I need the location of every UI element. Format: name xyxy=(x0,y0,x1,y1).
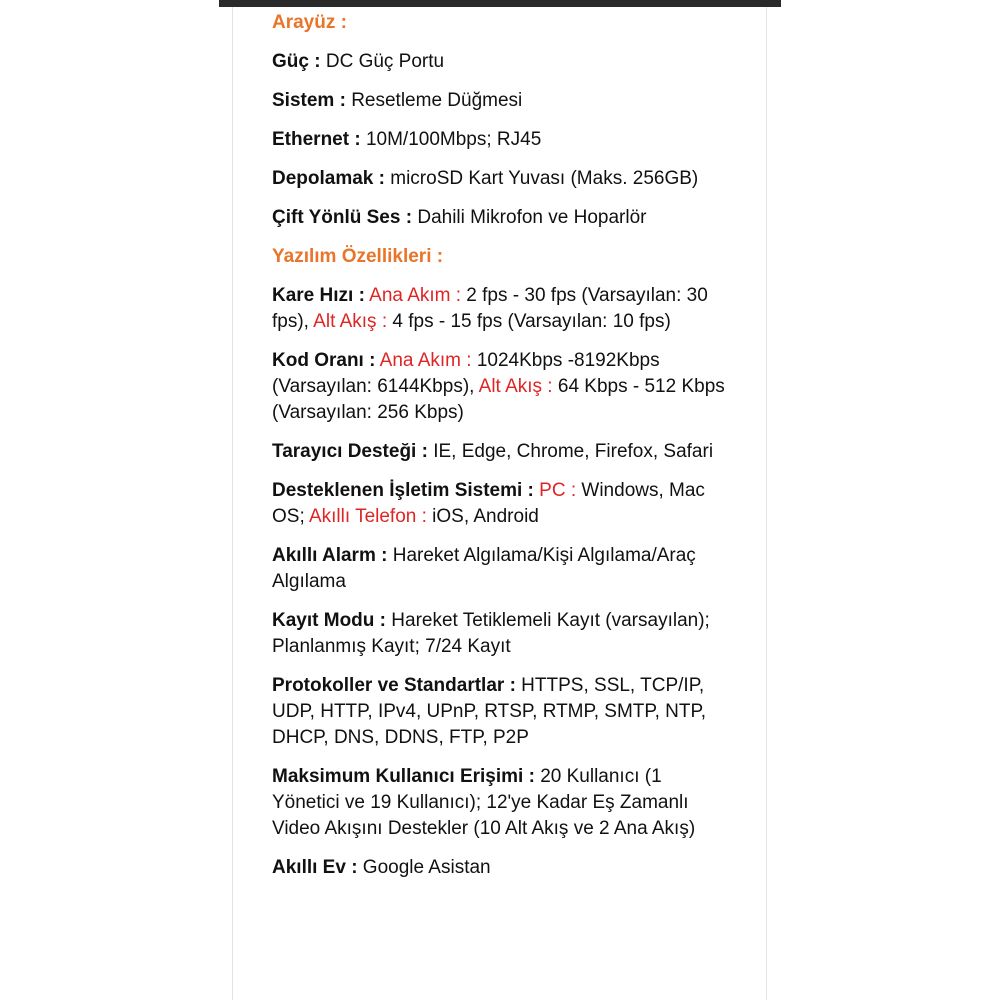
spec-key: Maksimum Kullanıcı Erişimi : xyxy=(272,766,535,787)
spec-row-alarm xyxy=(272,543,732,595)
spec-value: 64 Kbps - 512 Kbps (Varsayılan: 256 Kbps) xyxy=(272,376,725,423)
spec-value: 1024Kbps -8192Kbps (Varsayılan: 6144Kbps), xyxy=(272,350,660,397)
pc-label: PC : xyxy=(533,480,577,501)
interface-heading: Arayüz : xyxy=(272,12,347,33)
main-stream-label: Ana Akım : xyxy=(375,350,472,371)
spec-key: Güç : xyxy=(272,51,321,72)
spec-row-protocols xyxy=(272,673,732,751)
spec-value: 10M/100Mbps; RJ45 xyxy=(360,129,542,150)
spec-value: Hareket Tetiklemeli Kayıt (varsayılan); Planlanmış Kayıt; 7/24 Kayıt xyxy=(272,610,710,657)
spec-key: Kayıt Modu : xyxy=(272,610,386,631)
top-bar xyxy=(219,0,781,7)
spec-value: Google Asistan xyxy=(357,857,491,878)
spec-key: Protokoller ve Standartlar : xyxy=(272,675,516,696)
software-heading: Yazılım Özellikleri : xyxy=(272,246,444,267)
spec-row-smart-home xyxy=(272,855,732,881)
spec-key: Akıllı Ev : xyxy=(272,857,358,878)
sub-stream-label: Alt Akış : xyxy=(308,311,388,332)
spec-key: Ethernet : xyxy=(272,129,361,150)
spec-list xyxy=(272,10,732,894)
spec-row-storage xyxy=(272,166,732,192)
spec-row-os xyxy=(272,478,732,530)
spec-key: Tarayıcı Desteği : xyxy=(272,441,428,462)
spec-value: IE, Edge, Chrome, Firefox, Safari xyxy=(427,441,714,462)
spec-value: 4 fps - 15 fps (Varsayılan: 10 fps) xyxy=(387,311,671,332)
spec-value: 2 fps - 30 fps (Varsayılan: 30 fps), xyxy=(272,285,708,332)
sub-stream-label: Alt Akış : xyxy=(474,376,553,397)
spec-row-bit-rate xyxy=(272,348,732,426)
spec-key: Desteklenen İşletim Sistemi : xyxy=(272,480,534,501)
spec-key: Kare Hızı : xyxy=(272,285,365,306)
spec-row-record-mode xyxy=(272,608,732,660)
spec-key: Akıllı Alarm : xyxy=(272,545,388,566)
spec-key: Kod Oranı : xyxy=(272,350,376,371)
spec-row-browser xyxy=(272,439,732,465)
spec-value: Hareket Algılama/Kişi Algılama/Araç Algılama xyxy=(272,545,696,592)
spec-row-system xyxy=(272,88,732,114)
spec-value: HTTPS, SSL, TCP/IP, UDP, HTTP, IPv4, UPnP, RTSP, RTMP, SMTP, NTP, DHCP, DNS, DDNS, FTP, P2P xyxy=(272,675,707,748)
spec-value: Resetleme Düğmesi xyxy=(345,90,523,111)
spec-value: DC Güç Portu xyxy=(320,51,445,72)
spec-value: Windows, Mac OS; xyxy=(272,480,705,527)
spec-row-power xyxy=(272,49,732,75)
spec-value: Dahili Mikrofon ve Hoparlör xyxy=(412,207,647,228)
spec-row-max-users xyxy=(272,764,732,842)
spec-row-frame-rate xyxy=(272,283,732,335)
spec-row-audio xyxy=(272,205,732,231)
spec-key: Depolamak : xyxy=(272,168,385,189)
spec-key: Sistem : xyxy=(272,90,346,111)
spec-value: microSD Kart Yuvası (Maks. 256GB) xyxy=(384,168,699,189)
spec-row-ethernet xyxy=(272,127,732,153)
phone-label: Akıllı Telefon : xyxy=(304,506,427,527)
main-stream-label: Ana Akım : xyxy=(364,285,462,306)
spec-value: iOS, Android xyxy=(426,506,539,527)
spec-key: Çift Yönlü Ses : xyxy=(272,207,413,228)
spec-value: 20 Kullanıcı (1 Yönetici ve 19 Kullanıcı); 12'ye Kadar Eş Zamanlı Video Akışını Destekler (10 Alt Akış ve 2 Ana Akış) xyxy=(272,766,696,839)
